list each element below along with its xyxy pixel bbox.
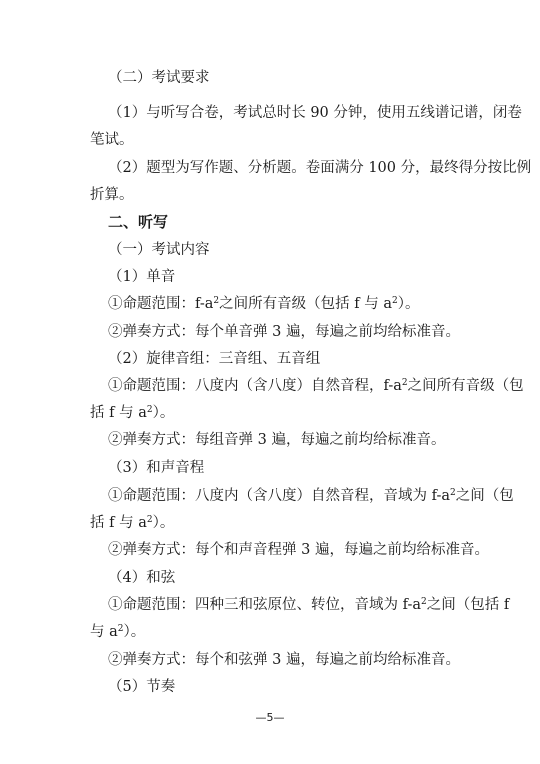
item-heading-single-tone: （1）单音 bbox=[108, 269, 176, 285]
text-segment: ①命题范围：f-a bbox=[108, 296, 214, 312]
text-segment: ①命题范围：八度内（含八度）自然音程，f-a bbox=[108, 378, 402, 394]
superscript: 2 bbox=[146, 405, 153, 415]
text-segment: 括 f 与 a bbox=[90, 405, 147, 421]
text-segment: ）。 bbox=[152, 515, 175, 531]
paragraph-line bbox=[90, 513, 540, 533]
superscript: 2 bbox=[213, 296, 220, 306]
paragraph-line: 折算。 bbox=[90, 187, 134, 203]
subsection-heading-exam-content: （一）考试内容 bbox=[108, 242, 210, 258]
superscript: 2 bbox=[146, 515, 153, 525]
paragraph-line: （1）与听写合卷，考试总时长 90 分钟，使用五线谱记谱，闭卷 bbox=[108, 105, 522, 121]
text-segment: ）。 bbox=[123, 624, 146, 640]
paragraph-line bbox=[108, 595, 540, 615]
section-heading-exam-requirements: （二）考试要求 bbox=[108, 70, 210, 86]
paragraph-line: 笔试。 bbox=[90, 132, 134, 148]
text-segment: ①命题范围：四种三和弦原位、转位，音域为 f-a bbox=[108, 597, 422, 613]
text-segment: 之间所有音级（包括 f 与 a bbox=[219, 296, 392, 312]
section-heading-dictation: 二、听写 bbox=[108, 213, 169, 231]
paragraph-line: ②弹奏方式：每个和声音程弹 3 遍，每遍之前均给标准音。 bbox=[108, 542, 489, 558]
item-heading-chord: （4）和弦 bbox=[108, 570, 176, 586]
text-segment: 与 a bbox=[90, 624, 118, 640]
text-segment: 之间（包括 f bbox=[426, 597, 510, 613]
superscript: 2 bbox=[450, 488, 456, 498]
item-heading-melodic-group: （2）旋律音组：三音组、五音组 bbox=[108, 351, 321, 367]
paragraph-line: （2）题型为写作题、分析题。卷面满分 100 分，最终得分按比例 bbox=[108, 160, 532, 176]
text-segment: ）。 bbox=[397, 296, 420, 312]
paragraph-line: ②弹奏方式：每个单音弹 3 遍，每遍之前均给标准音。 bbox=[108, 324, 460, 340]
paragraph-line bbox=[108, 294, 540, 314]
paragraph-line bbox=[108, 376, 540, 396]
superscript: 2 bbox=[401, 378, 408, 388]
paragraph-line bbox=[108, 486, 540, 506]
paragraph-line: ②弹奏方式：每个和弦弹 3 遍，每遍之前均给标准音。 bbox=[108, 652, 460, 668]
superscript: 2 bbox=[117, 624, 124, 634]
text-segment: ）。 bbox=[152, 405, 175, 421]
item-heading-harmonic-interval: （3）和声音程 bbox=[108, 460, 205, 476]
superscript: 2 bbox=[421, 597, 427, 607]
paragraph-line bbox=[90, 622, 540, 642]
superscript: 2 bbox=[391, 296, 398, 306]
item-heading-rhythm: （5）节奏 bbox=[108, 679, 176, 695]
text-segment: 括 f 与 a bbox=[90, 515, 147, 531]
paragraph-line: ②弹奏方式：每组音弹 3 遍，每遍之前均给标准音。 bbox=[108, 432, 446, 448]
text-segment: 之间所有音级（包 bbox=[407, 378, 524, 394]
page-number: —5— bbox=[255, 711, 285, 724]
text-segment: ①命题范围：八度内（含八度）自然音程，音域为 f-a bbox=[108, 488, 451, 504]
text-segment: 之间（包 bbox=[455, 488, 514, 504]
paragraph-line bbox=[90, 403, 540, 423]
